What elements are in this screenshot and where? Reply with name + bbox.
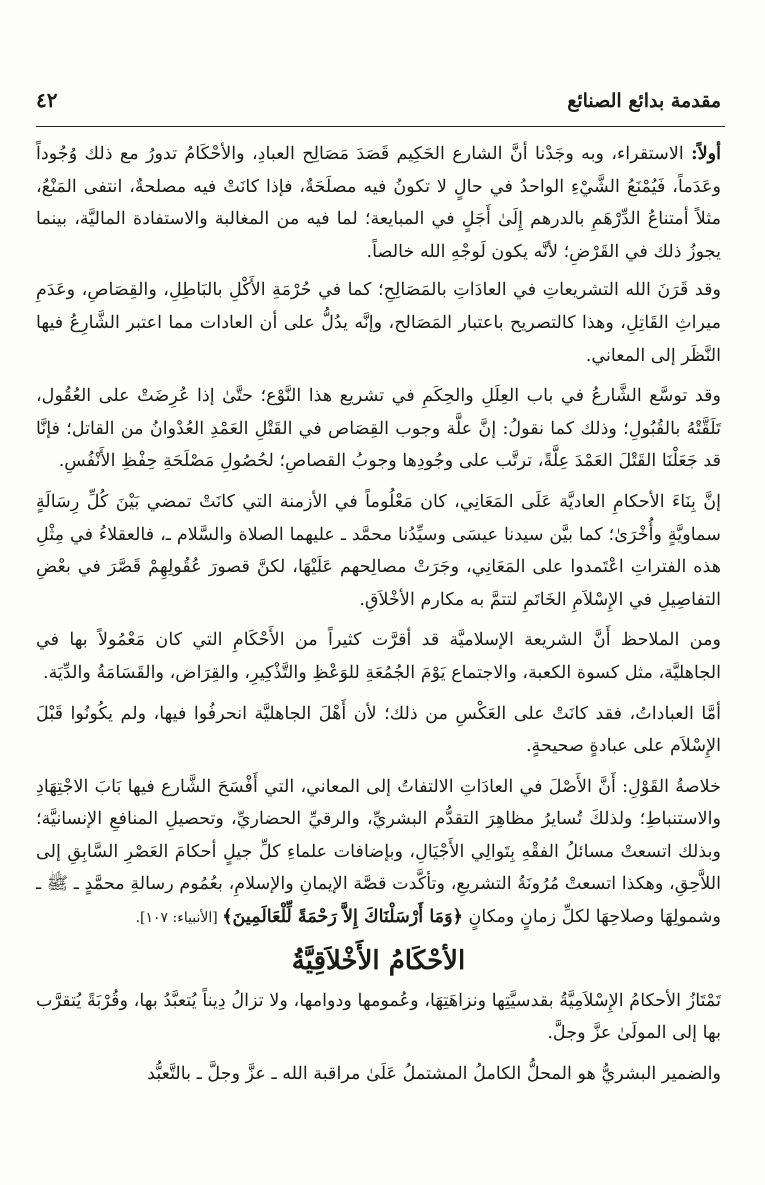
section-paragraph-2 [36, 1058, 721, 1091]
paragraph-text: والضمير البشريُّ هو المحلُّ الكاملُ المشتملُ عَلَىٰ مراقبة الله ـ عزَّ وجلَّ ـ بالتَّعبُّد [147, 1063, 721, 1084]
paragraph-text: الاستقراء، وبه وجَدْنا أنَّ الشارع الحَكِيم قَصَدَ مَصَالِح العبادِ، والأحْكَامُ تدورُ مع ذلك وُجُوداً وعَدَماً، فَيُمْنَعُ الشَّيْءِ الواحدُ في حالٍ لا تكونُ فيه مصلَحَةٌ، فإذا كانَتْ فيه مصلحةٌ، انتفى المَنْعُ، مثلاً أمتناعُ الدِّرْهَمِ بالدرهم إِلَىٰ أَجَلٍ في المبايعة؛ لما فيه من المغالبة والاستفادة الماليَّة، بينما يجوزُ ذلك في القَرْضِ؛ لأنَّه يكون لَوجْهِ الله خالصاً. [36, 144, 721, 262]
paragraph-3 [36, 380, 721, 478]
section-paragraph-1 [36, 985, 721, 1050]
paragraph-text: ومن الملاحظ أَنَّ الشريعة الإسلاميَّة قد أقرَّت كثيراً من الأَحْكَامِ التي كان مَعْمُولاً بها في الجاهليَّة، مثل كسوة الكعبة، والاجتماع يَوْمَ الجُمُعَةِ للوَعْظِ والتَّذْكِيرِ، والقِرَاض، والقَسَامَةُ والدِّيَة. [36, 630, 721, 683]
paragraph-text: وقد قَرَنَ الله التشريعاتِ في العادَاتِ بالمَصَالِحِ؛ كما في حُرْمَةِ الأَكْلِ بالبَاطِلِ، والقِصَاصِ، وعَدَمِ ميراثِ القَاتِلِ، وهذا كالتصريح باعتبار المَصَالح، وإنَّه يدُلُّ على أن العادات مما اعتبر الشَّارِعُ فيها النَّظَر إلى المعاني. [36, 280, 721, 366]
paragraph-text: تَمْتَازُ الأحكامُ الإِسْلاَمِيَّةُ بقدسيَّتِها ونزاهَتِهَا، وعُمومها ودوامها، ولا تزالُ دِيناً يُتعبَّدُ بها، وقُرْبَةً يُتقرَّب بها إلى المولَىٰ عزَّ وجلَّ. [36, 990, 721, 1044]
paragraph-5 [36, 624, 721, 689]
section-heading: الأحْكَامُ الأَخْلاَقِيَّةُ [291, 945, 466, 976]
paragraph-text: إنَّ بِنَاءَ الأحكامِ العاديَّة عَلَى المَعَانِي، كان مَعْلُوماً في الأزمنة التي كانَتْ تمضي بَيْنَ كُلِّ رِسَالَةٍ سماويَّةٍ وأُخْرَىٰ؛ كما بيَّن سيدنا عيسَى وسيِّدُنا محمَّد ـ عليهما الصلاة والسَّلام ـ، فالعقلاءُ في مِثْلِ هذه الفتراتِ اعْتَمدوا على المَعَانِي، وجَرَتْ مصالِحهم عَلَيْهَا، لكنَّ قصورَ عُقُولِهِمْ قَصَّرَ في بعْضِ التفاصِيلِ في الإِسْلاَمِ الخَاتَمِ لتتمَّ به مكارم الأخْلاَقِ. [36, 491, 721, 610]
paragraph-1 [36, 138, 721, 268]
paragraph-lead: أولاً: [691, 143, 721, 164]
running-title: مقدمة بدائع الصنائع [567, 90, 721, 112]
paragraph-text: وقد توسَّع الشَّارعُ في باب العِلَلِ والحِكَمِ في تشريع هذا النَّوْع؛ حتَّىٰ إذا عُرِضَتْ على العُقُول، تَلَقَّتْهُ بالقُبُولِ؛ وذلك كما نقولُ: إنَّ علَّة وجوب القِصَاص في القَتْلِ العَمْدِ العُدْوانُ من القاتل؛ فإنَّا قد جَعَلْنَا القَتْلَ العَمْدَ عِلَّةً، ترتَّب على وجُودِها وجوبُ القصاصِ؛ لحُصُولِ مَصْلَحَةِ حِفْظِ الأَنْفُسِ. [36, 386, 721, 472]
quran-reference: [الأنبياء: ١٠٧]. [135, 910, 223, 927]
running-header [36, 88, 721, 112]
paragraph-7 [36, 771, 721, 935]
paragraph-4 [36, 486, 721, 616]
body-text [36, 138, 721, 1098]
paragraph-text: خلاصةُ القَوْلِ: أَنَّ الأَصْلَ في العادَاتِ الالتفاتُ إلى المعاني، التي أَفْسَحَ الشَّارع فيها بَابَ الاجْتِهَادِ والاستنباطِ؛ ولذلكَ تُسايرُ مظاهِرَ التقدُّم البشريِّ، والرقيِّ الحضاريِّ، وتحصيلِ المنافعِ الإنسانيَّة؛ وبذلك اتسعتْ مسائلُ الفقْهِ بِتَوالِي الأَجْيَالِ، وبإضافات علماءِ كلِّ جيلٍ أحكامَ العَصْرِ السَّابِقِ إلى اللاَّحِقِ، وهكذا اتسعتْ مُرُونَةُ التشريعِ، وتأكَّدت قصَّة الإيمانِ والإسلامِ، بعُمُوم رسالةِ محمَّدٍ ـ ﷺ ـ وشمولِهَا وصلاحِهَا لكلِّ زمانٍ ومكانٍ [36, 776, 721, 928]
page-number: ٤٢ [36, 88, 58, 112]
paragraph-text: أمَّا العباداتُ، فقد كانَتْ على العَكْسِ من ذلك؛ لأن أَهْلَ الجاهليَّة انحرفُوا فيها، ولم يكُونُوا قَبْلَ الإِسْلاَم على عبادةٍ صحيحةٍ. [36, 703, 721, 757]
header-rule [36, 126, 725, 127]
quran-quote: ﴿وَمَا أَرْسَلْنَاكَ إِلاَّ رَحْمَةً لِّلْعَالَمِينَ﴾ [222, 906, 463, 928]
paragraph-6 [36, 698, 721, 763]
paragraph-2 [36, 274, 721, 372]
